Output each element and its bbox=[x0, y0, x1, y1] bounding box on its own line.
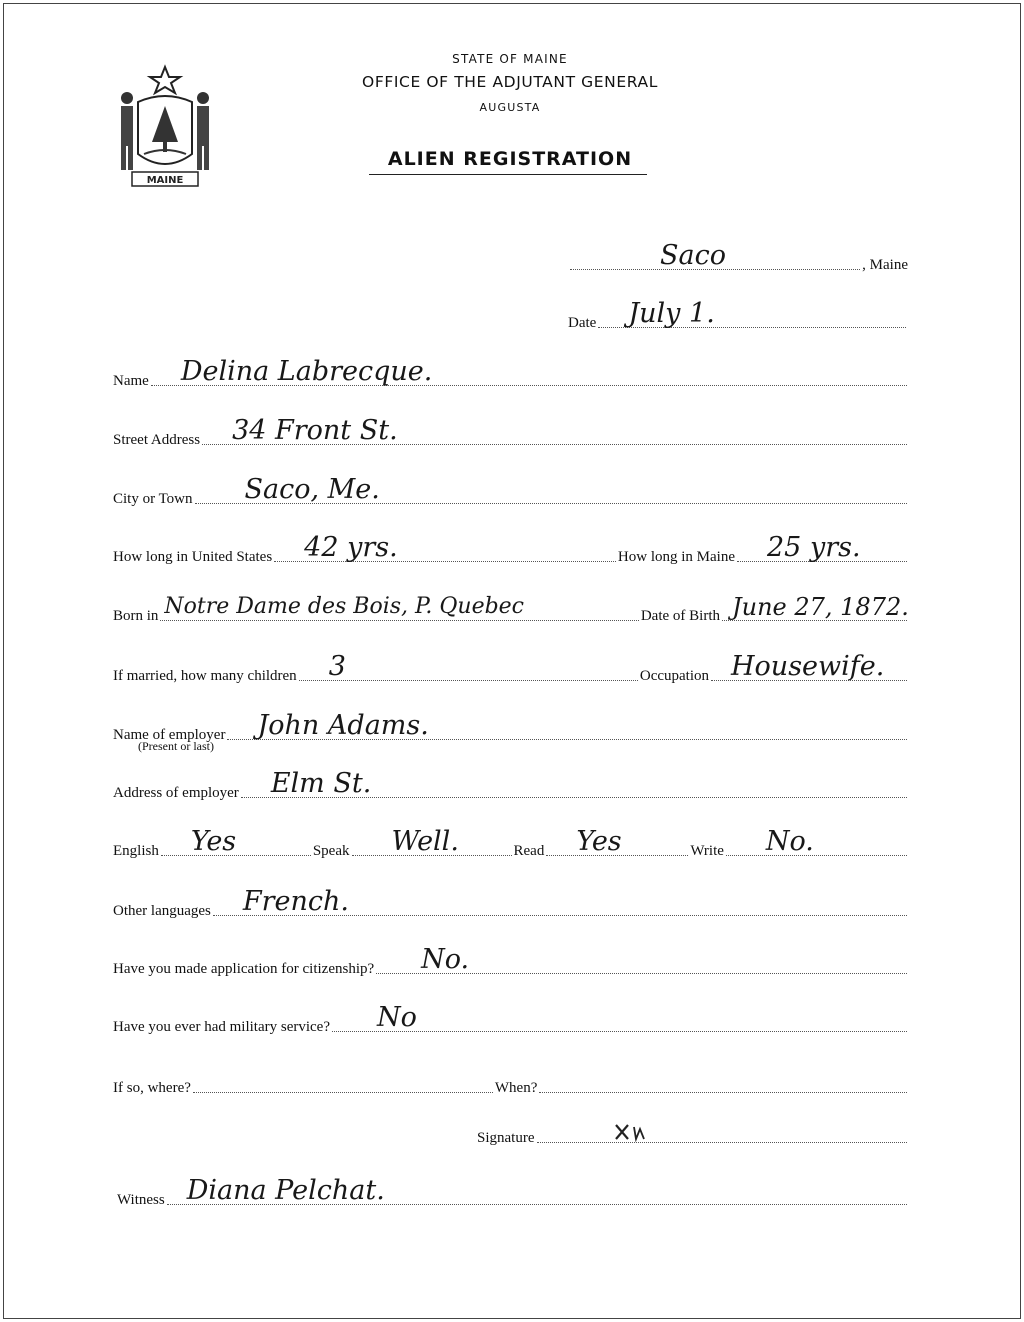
citizenship-field[interactable] bbox=[376, 944, 907, 975]
employer-address-value: Elm St. bbox=[270, 768, 372, 799]
how-long-maine-field[interactable] bbox=[737, 532, 907, 563]
title-underline bbox=[369, 174, 647, 175]
city-heading: AUGUSTA bbox=[479, 101, 541, 114]
place-field[interactable] bbox=[570, 240, 860, 271]
signature-field[interactable] bbox=[537, 1142, 908, 1143]
signature-row bbox=[477, 1121, 909, 1147]
witness-field[interactable] bbox=[167, 1175, 907, 1206]
children-field[interactable] bbox=[299, 651, 638, 682]
form-title: ALIEN REGISTRATION bbox=[387, 148, 633, 170]
service-location-row bbox=[113, 1071, 909, 1097]
children-label: If married, how many children bbox=[113, 668, 297, 684]
how-long-us-field[interactable] bbox=[274, 532, 616, 563]
occupation-value: Housewife. bbox=[731, 651, 885, 682]
place-row bbox=[568, 240, 908, 274]
city-label: City or Town bbox=[113, 491, 193, 507]
name-value: Delina Labrecque. bbox=[180, 356, 433, 387]
residence-row bbox=[113, 532, 909, 566]
read-value: Yes bbox=[576, 826, 622, 857]
born-in-value: Notre Dame des Bois, P. Quebec bbox=[164, 594, 525, 619]
speak-label: Speak bbox=[312, 843, 350, 859]
state-seal-icon bbox=[110, 62, 220, 192]
employer-field[interactable] bbox=[227, 710, 907, 741]
street-address-row bbox=[113, 415, 909, 449]
name-label: Name bbox=[113, 373, 149, 389]
citizenship-value: No. bbox=[421, 944, 470, 975]
signature-mark-icon bbox=[612, 1121, 648, 1143]
military-value: No bbox=[377, 1002, 417, 1033]
date-of-birth-field[interactable] bbox=[722, 593, 909, 621]
children-value: 3 bbox=[328, 651, 346, 682]
english-row bbox=[113, 826, 909, 860]
occupation-field[interactable] bbox=[711, 651, 907, 682]
military-field[interactable] bbox=[332, 1002, 907, 1033]
street-address-value: 34 Front St. bbox=[232, 415, 398, 446]
citizenship-row bbox=[113, 944, 909, 978]
speak-field[interactable] bbox=[352, 826, 512, 857]
office-heading: OFFICE OF THE ADJUTANT GENERAL bbox=[362, 73, 658, 91]
name-row bbox=[113, 356, 909, 390]
date-of-birth-value: June 27, 1872. bbox=[732, 593, 909, 621]
state-heading: STATE OF MAINE bbox=[452, 52, 568, 66]
city-value: Saco, Me. bbox=[244, 474, 380, 505]
write-field[interactable] bbox=[726, 826, 907, 857]
employer-address-row bbox=[113, 768, 909, 802]
read-label: Read bbox=[513, 843, 545, 859]
military-row bbox=[113, 1002, 909, 1036]
date-row bbox=[568, 298, 908, 332]
date-field[interactable] bbox=[598, 298, 906, 329]
date-label: Date bbox=[568, 315, 597, 331]
write-value: No. bbox=[765, 826, 814, 857]
how-long-maine-value: 25 yrs. bbox=[767, 532, 861, 563]
birth-row bbox=[113, 593, 909, 625]
employer-row bbox=[113, 710, 909, 744]
employer-address-label: Address of employer bbox=[113, 785, 239, 801]
where-field[interactable] bbox=[193, 1092, 493, 1093]
occupation-label: Occupation bbox=[639, 668, 709, 684]
other-languages-row bbox=[113, 886, 909, 920]
other-languages-label: Other languages bbox=[113, 903, 211, 919]
date-value: July 1. bbox=[628, 298, 715, 329]
witness-value: Diana Pelchat. bbox=[186, 1175, 385, 1206]
english-value: Yes bbox=[190, 826, 237, 857]
city-field[interactable] bbox=[195, 474, 907, 505]
date-of-birth-label: Date of Birth bbox=[640, 608, 720, 624]
witness-row bbox=[117, 1175, 909, 1209]
write-label: Write bbox=[690, 843, 724, 859]
born-in-label: Born in bbox=[113, 608, 159, 624]
speak-value: Well. bbox=[391, 826, 459, 857]
when-field[interactable] bbox=[539, 1092, 907, 1093]
place-value: Saco bbox=[660, 240, 726, 271]
name-field[interactable] bbox=[151, 356, 907, 387]
born-in-field[interactable] bbox=[160, 594, 638, 621]
employer-sublabel: (Present or last) bbox=[138, 739, 214, 753]
seal-banner-text: MAINE bbox=[146, 175, 184, 186]
place-label: , Maine bbox=[862, 257, 908, 273]
when-label: When? bbox=[494, 1080, 538, 1096]
employer-label: Name of employer bbox=[113, 727, 226, 743]
where-label: If so, where? bbox=[113, 1080, 191, 1096]
employer-value: John Adams. bbox=[257, 710, 429, 741]
family-row bbox=[113, 651, 909, 685]
signature-label: Signature bbox=[477, 1130, 535, 1146]
how-long-us-value: 42 yrs. bbox=[304, 532, 398, 563]
english-field[interactable] bbox=[161, 826, 311, 857]
street-address-field[interactable] bbox=[202, 415, 907, 446]
military-label: Have you ever had military service? bbox=[113, 1019, 330, 1035]
other-languages-field[interactable] bbox=[213, 886, 907, 917]
read-field[interactable] bbox=[546, 826, 688, 857]
city-row bbox=[113, 474, 909, 508]
employer-address-field[interactable] bbox=[241, 768, 907, 799]
english-label: English bbox=[113, 843, 159, 859]
citizenship-label: Have you made application for citizenship? bbox=[113, 961, 375, 977]
how-long-us-label: How long in United States bbox=[113, 549, 273, 565]
street-address-label: Street Address bbox=[113, 432, 201, 448]
how-long-maine-label: How long in Maine bbox=[617, 549, 735, 565]
witness-label: Witness bbox=[117, 1192, 165, 1208]
other-languages-value: French. bbox=[242, 886, 349, 917]
